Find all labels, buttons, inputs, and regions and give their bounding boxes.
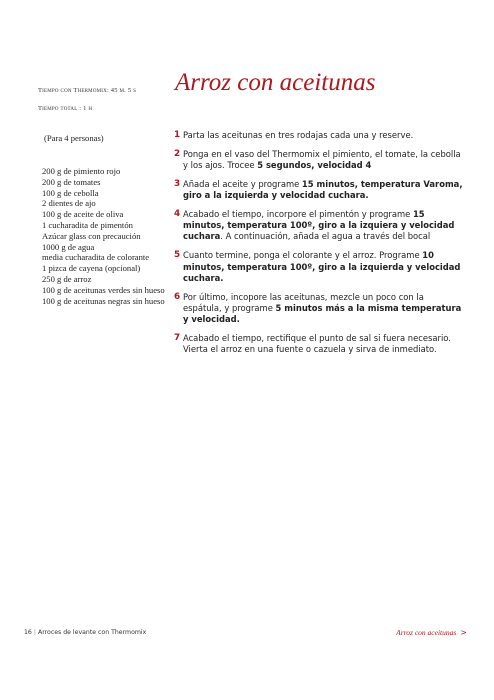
step-number: 3 <box>174 178 181 189</box>
ingredient-item: 100 g de cebolla <box>42 187 99 198</box>
step-number: 5 <box>174 250 181 261</box>
recipe-title: Arroz con aceitunas <box>175 69 376 96</box>
step-item <box>174 292 464 326</box>
step-number: 4 <box>174 209 181 220</box>
ingredient-item: 2 dientes de ajo <box>42 198 96 209</box>
ingredient-item: 100 g de aceite de oliva <box>42 209 124 220</box>
step-setting: 15 minutos, temperatura Varoma, giro a la izquierda y velocidad cuchara. <box>183 178 463 201</box>
ingredient-item: 100 g de aceitunas negras sin hueso <box>42 295 165 306</box>
chevron-right-icon[interactable]: > <box>460 628 467 637</box>
ingredient-item: 1 cucharadita de pimentón <box>42 219 133 230</box>
step-setting: 10 minutos, temperatura 100º, giro a la izquierda y velocidad cuchara. <box>183 250 461 283</box>
step-text: Ponga en el vaso del Thermomix el pimiento, el tomate, la cebolla y los ajos. Trocee <box>183 148 461 171</box>
step-item <box>174 209 464 243</box>
next-page-label[interactable]: Arroz con aceitunas <box>396 628 457 637</box>
ingredient-item: 200 g de tomates <box>42 176 101 187</box>
step-number: 7 <box>174 332 181 343</box>
step-number: 6 <box>174 291 181 302</box>
step-text: Parta las aceitunas en tres rodajas cada una y reserve. <box>183 130 414 140</box>
ingredient-item: media cucharadita de colorante <box>42 252 150 263</box>
step-setting: 5 segundos, velocidad 4 <box>257 160 372 171</box>
thermomix-time: Tiempo con Thermomix: 45 m. 5 s <box>38 87 137 94</box>
step-number: 1 <box>174 130 181 140</box>
step-text: Cuanto termine, ponga el colorante y el arroz. Programe <box>183 250 423 261</box>
step-text: Acabado el tiempo, incorpore el pimentón y programe <box>183 209 413 220</box>
step-item <box>174 333 464 355</box>
ingredient-item: 1 pizca de cayena (opcional) <box>42 263 141 274</box>
step-item <box>174 130 464 141</box>
ingredient-item: 250 g de arroz <box>42 273 92 284</box>
ingredient-item: 100 g de aceitunas verdes sin hueso <box>42 284 165 295</box>
next-page-link[interactable] <box>396 628 467 637</box>
servings: (Para 4 personas) <box>44 133 104 143</box>
ingredient-item: 200 g de pimiento rojo <box>42 166 121 176</box>
step-setting: 5 minutos más a la misma temperatura y velocidad. <box>183 302 462 325</box>
step-text: Acabado el tiempo, rectifique el punto de sal si fuera necesario. Vierta el arroz en una fuente o cazuela y sirva de inmediato. <box>183 332 451 355</box>
step-text: . A continuación, añada el agua a través del bocal <box>220 231 431 242</box>
step-text: Por último, incopore las aceitunas, mezcle un poco con la espátula, y programe <box>183 291 424 313</box>
step-item <box>174 149 464 171</box>
ingredient-item: Azúcar glass con precaución <box>42 230 141 241</box>
step-item <box>174 179 464 201</box>
book-title: Arroces de levante con Thermomix <box>37 629 147 636</box>
step-list <box>174 130 464 363</box>
ingredient-item: 1000 g de agua <box>42 241 95 252</box>
step-setting: 15 minutos, temperatura 100º, giro a la izquiera y velocidad cuchara <box>183 209 455 242</box>
step-number: 2 <box>174 148 181 159</box>
step-item <box>174 250 464 284</box>
step-text: Añada el aceite y programe <box>183 178 302 189</box>
page-number: 16 <box>24 629 32 636</box>
page-footer <box>24 629 146 636</box>
total-time: Tiempo total : 1 h <box>38 105 93 112</box>
footer-separator: | <box>33 629 36 636</box>
ingredient-list <box>42 166 167 306</box>
